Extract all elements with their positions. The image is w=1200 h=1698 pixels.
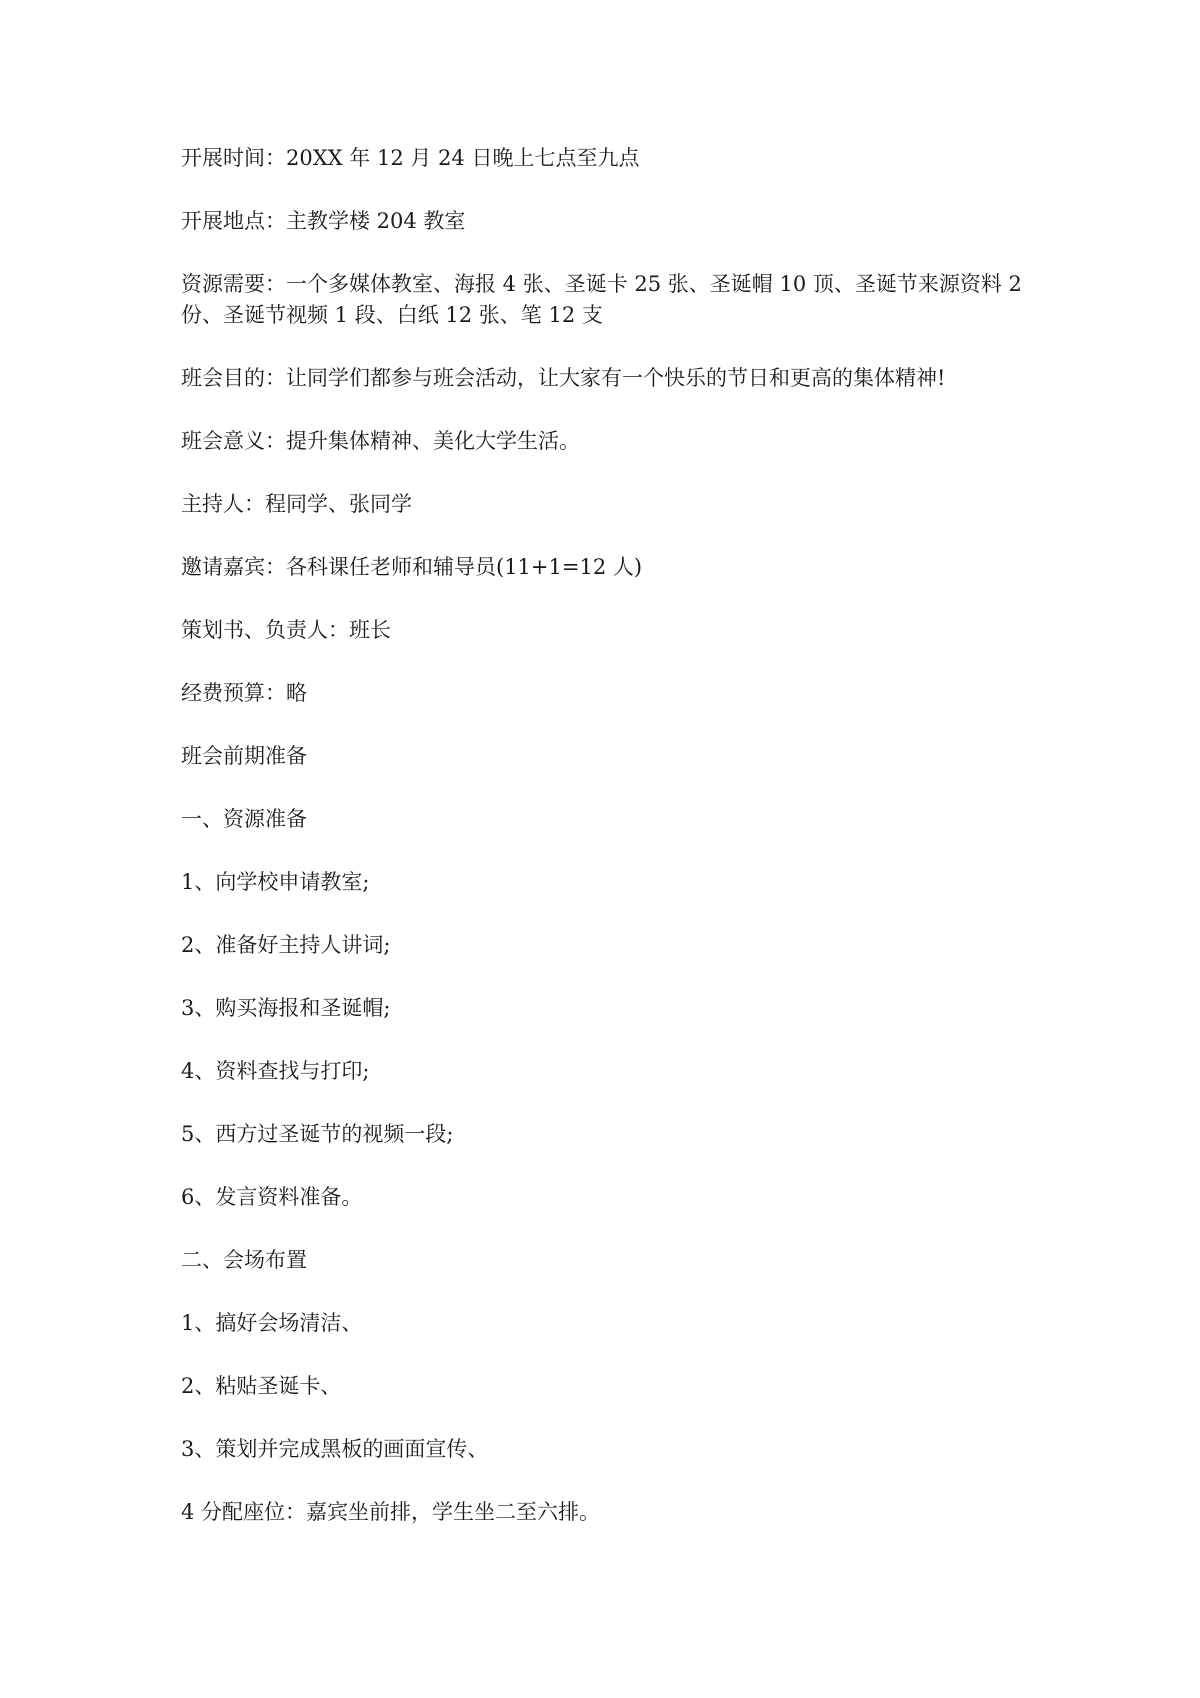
list-item: 3、策划并完成黑板的画面宣传、 — [181, 1437, 489, 1461]
meeting-significance: 班会意义：提升集体精神、美化大学生活。 — [181, 429, 580, 453]
list-item: 4、资料查找与打印; — [181, 1059, 370, 1083]
hosts: 主持人：程同学、张同学 — [181, 492, 412, 516]
list-item: 2、粘贴圣诞卡、 — [181, 1374, 342, 1398]
event-time: 开展时间：20XX 年 12 月 24 日晚上七点至九点 — [181, 146, 640, 170]
budget: 经费预算：略 — [181, 681, 307, 705]
list-item: 3、购买海报和圣诞帽; — [181, 996, 391, 1020]
subsection-heading-venue: 二、会场布置 — [181, 1248, 307, 1272]
meeting-purpose: 班会目的：让同学们都参与班会活动，让大家有一个快乐的节日和更高的集体精神! — [181, 366, 946, 390]
document-body — [181, 143, 1041, 1560]
resource-needs: 资源需要：一个多媒体教室、海报 4 张、圣诞卡 25 张、圣诞帽 10 顶、圣诞节来源资料 2 份、圣诞节视频 1 段、白纸 12 张、笔 12 支 — [181, 272, 1022, 327]
section-heading-preparation: 班会前期准备 — [181, 744, 307, 768]
invited-guests: 邀请嘉宾：各科课任老师和辅导员(11+1=12 人) — [181, 555, 643, 579]
list-item: 6、发言资料准备。 — [181, 1185, 363, 1209]
list-item: 4 分配座位：嘉宾坐前排，学生坐二至六排。 — [181, 1500, 601, 1524]
list-item: 5、西方过圣诞节的视频一段; — [181, 1122, 454, 1146]
list-item: 1、搞好会场清洁、 — [181, 1311, 363, 1335]
list-item: 2、准备好主持人讲词; — [181, 933, 391, 957]
subsection-heading-resources: 一、资源准备 — [181, 807, 307, 831]
list-item: 1、向学校申请教室; — [181, 870, 370, 894]
event-location: 开展地点：主教学楼 204 教室 — [181, 209, 466, 233]
planner: 策划书、负责人：班长 — [181, 618, 391, 642]
